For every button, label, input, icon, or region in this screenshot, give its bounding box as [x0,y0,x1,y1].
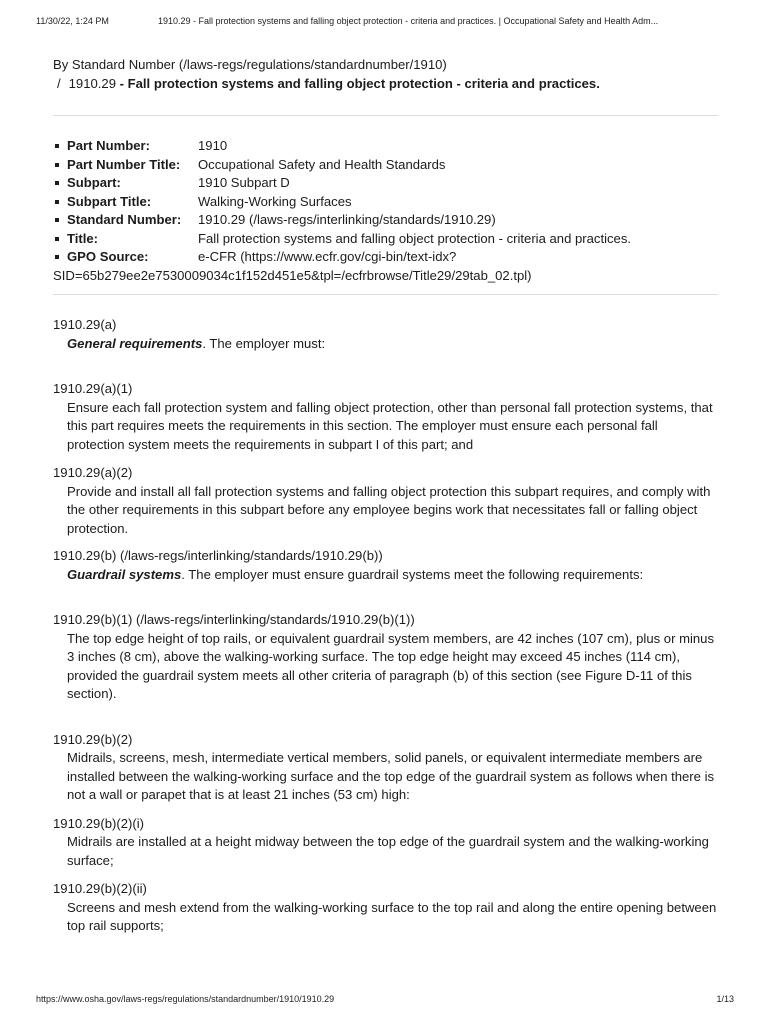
print-page-title: 1910.29 - Fall protection systems and falling object protection - criteria and practices. | Occupational Safety and Health Adm... [158,16,659,26]
page-number: 1/13 [716,994,734,1004]
section-heading: Guardrail systems [67,566,182,582]
section-id: 1910.29(a)(2) [53,465,133,480]
section-id: 1910.29(b)(2)(ii) [53,881,147,896]
breadcrumb-current-number: 1910.29 [68,75,116,91]
print-url: https://www.osha.gov/laws-regs/regulations/standardnumber/1910/1910.29 [36,994,335,1004]
print-footer [36,994,734,1004]
print-date: 11/30/22, 1:24 PM [36,16,109,26]
section-text: Screens and mesh extend from the walking-working surface to the top rail and along the entire opening between top rail supports; [67,899,717,933]
meta-subpart: Subpart: 1910 Subpart D [53,174,718,193]
section-b2i [53,815,718,871]
meta-gpo-source: GPO Source: e-CFR (https://www.ecfr.gov/cgi-bin/text-idx? SID=65b279ee2e7530009034c1f152d451e5&tpl=/ecfrbrowse/Title29/29tab_02.tpl) [53,248,718,285]
metadata-list [53,137,718,285]
gpo-source-link-cont[interactable]: SID=65b279ee2e7530009034c1f152d451e5&tpl=/ecfrbrowse/Title29/29tab_02.tpl) [53,267,532,283]
breadcrumb-current-title: - Fall protection systems and falling object protection - criteria and practices. [115,75,600,91]
section-text: Provide and install all fall protection systems and falling object protection this subpart requires, and comply with the other requirements in this subpart before any employee begins work that necessitates fall or falling object protection. [67,483,711,536]
meta-subpart-title: Subpart Title: Walking-Working Surfaces [53,193,718,212]
section-id-link[interactable]: 1910.29(b)(1) (/laws-regs/interlinking/standards/1910.29(b)(1)) [53,612,415,627]
section-b2ii [53,880,718,936]
section-id: 1910.29(a) [53,317,117,332]
divider [53,294,718,295]
meta-part-number: Part Number: 1910 [53,137,718,156]
section-text: The top edge height of top rails, or equivalent guardrail system members, are 42 inches (107 cm), plus or minus 3 inches (8 cm), above the walking-working surface. The top edge height may exceed 45 inches (114 cm), provided the guardrail system meets all other criteria of paragraph (b) of this section (see Figure D-11 of this section). [67,630,715,701]
section-text: Ensure each fall protection system and falling object protection, other than personal fall protection systems, that this part requires meets the requirements in this section. The employer must ensure each personal fall protection system meets the requirements in subpart I of this part; and [67,399,713,452]
section-text: Midrails are installed at a height midway between the top edge of the guardrail system and the walking-working surface; [67,834,709,868]
section-b: 1910.29(b) (/laws-regs/interlinking/standards/1910.29(b)) Guardrail systems. The employer must ensure guardrail systems meet the following requirements: [53,548,644,582]
section-id: 1910.29(b)(2) [53,731,133,747]
section-id-link[interactable]: 1910.29(b) (/laws-regs/interlinking/standards/1910.29(b)) [53,548,383,563]
breadcrumb-parent-link[interactable]: By Standard Number (/laws-regs/regulations/standardnumber/1910) [53,57,447,72]
divider [53,115,718,116]
meta-part-number-title: Part Number Title: Occupational Safety and Health Standards [53,156,718,175]
section-id: 1910.29(a)(1) [53,381,133,396]
section-a: 1910.29(a) General requirements. The employer must: [53,316,718,353]
meta-standard-number: Standard Number: 1910.29 (/laws-regs/interlinking/standards/1910.29) [53,211,718,230]
section-a2 [53,464,718,538]
section-b2 [53,731,718,805]
breadcrumb-separator: / [57,75,61,91]
section-text: Midrails, screens, mesh, intermediate vertical members, solid panels, or equivalent intermediate members are installed between the walking-working surface and the top edge of the guardrail system as follows when there is not a wall or parapet that is at least 21 inches (53 cm) high: [67,750,715,802]
section-heading: General requirements [67,335,203,351]
document-content [53,56,718,936]
section-b1 [53,611,718,704]
gpo-source-link[interactable]: e-CFR (https://www.ecfr.gov/cgi-bin/text-idx? [198,249,457,264]
print-header [36,16,734,26]
standard-number-link[interactable]: 1910.29 (/laws-regs/interlinking/standards/1910.29) [198,212,496,227]
breadcrumb [53,56,718,93]
section-a1 [53,380,718,454]
meta-title: Title: Fall protection systems and falling object protection - criteria and practices. [53,230,718,249]
section-id: 1910.29(b)(2)(i) [53,815,144,831]
